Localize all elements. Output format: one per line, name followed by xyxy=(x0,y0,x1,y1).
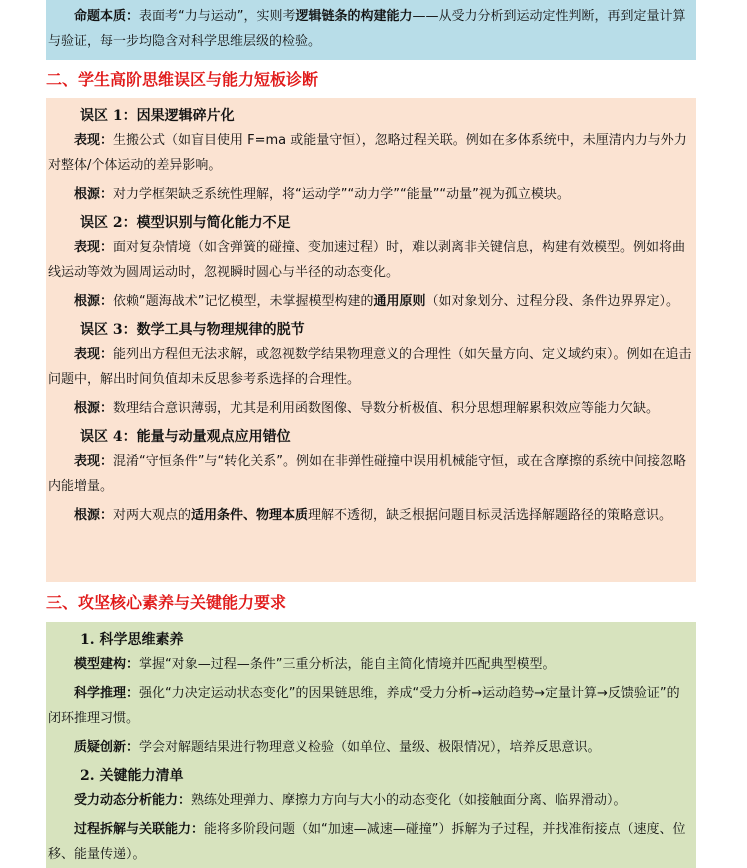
misconception-4-heading: 误区 4：能量与动量观点应用错位 xyxy=(80,429,291,445)
essence-text-2: ——从受力分析到运动定性判断，再到定量计算与验证，每一步均隐含对科学思维层级的检验。 xyxy=(48,9,686,49)
root-text: 数理结合意识薄弱，尤其是利用函数图像、导数分析极值、积分思想理解累积效应等能力欠缺。 xyxy=(113,401,660,416)
misconception-2-heading: 误区 2：模型识别与简化能力不足 xyxy=(80,215,291,231)
misconception-4-root xyxy=(48,503,692,528)
model-building-paragraph xyxy=(48,652,692,677)
misconception-2-performance xyxy=(48,235,692,285)
misconception-3-root xyxy=(48,396,692,421)
process-decomposition-text: 能将多阶段问题（如“加速—减速—碰撞”）拆解为子过程，并找准衔接点（速度、位移、能量传递）。 xyxy=(48,822,686,862)
essence-emphasis: 逻辑链条的构建能力 xyxy=(295,9,413,24)
root-text-2: （如对象划分、过程分段、条件边界界定）。 xyxy=(425,294,680,309)
scientific-thinking-heading: 1. 科学思维素养 xyxy=(80,632,184,648)
performance-text: 面对复杂情境（如含弹簧的碰撞、变加速过程）时，难以剥离非关键信息，构建有效模型。例如将曲线运动等效为圆周运动时，忽视瞬时圆心与半径的动态变化。 xyxy=(48,240,686,280)
questioning-innovation-paragraph xyxy=(48,735,692,760)
section2-title: 二、学生高阶思维误区与能力短板诊断 xyxy=(46,70,319,89)
key-abilities-heading: 2. 关键能力清单 xyxy=(80,768,184,784)
performance-text: 混淆“守恒条件”与“转化关系”。例如在非弹性碰撞中误用机械能守恒，或在含摩擦的系统中间接忽略内能增量。 xyxy=(48,454,686,494)
root-emphasis: 适用条件、物理本质 xyxy=(191,508,309,523)
root-label: 根源： xyxy=(74,294,114,309)
performance-label: 表现： xyxy=(74,240,114,255)
process-decomposition-paragraph xyxy=(48,817,692,867)
essence-label: 命题本质： xyxy=(74,9,140,24)
root-label: 根源： xyxy=(74,187,114,202)
model-building-text: 掌握“对象—过程—条件”三重分析法，能自主简化情境并匹配典型模型。 xyxy=(139,657,556,672)
misconception-2-root xyxy=(48,289,692,314)
misconception-1-heading: 误区 1：因果逻辑碎片化 xyxy=(80,108,235,124)
misconception-3-performance xyxy=(48,342,692,392)
questioning-innovation-label: 质疑创新： xyxy=(74,740,140,755)
performance-label: 表现： xyxy=(74,133,114,148)
root-emphasis: 通用原则 xyxy=(373,294,426,309)
force-analysis-text: 熟练处理弹力、摩擦力方向与大小的动态变化（如接触面分离、临界滑动）。 xyxy=(191,793,627,808)
essence-text-1: 表面考“力与运动”，实则考 xyxy=(139,9,296,24)
root-text-1: 依赖“题海战术”记忆模型，未掌握模型构建的 xyxy=(113,294,374,309)
root-text-1: 对两大观点的 xyxy=(113,508,192,523)
force-analysis-paragraph xyxy=(48,788,692,813)
force-analysis-label: 受力动态分析能力： xyxy=(74,793,192,808)
model-building-label: 模型建构： xyxy=(74,657,140,672)
proposition-essence-box xyxy=(46,0,696,60)
misconception-3-heading: 误区 3：数学工具与物理规律的脱节 xyxy=(80,322,305,338)
performance-label: 表现： xyxy=(74,454,114,469)
performance-text: 能列出方程但无法求解，或忽视数学结果物理意义的合理性（如矢量方向、定义域约束）。例如在追击问题中，解出时间负值却未反思参考系选择的合理性。 xyxy=(48,347,692,387)
performance-label: 表现： xyxy=(74,347,114,362)
root-text-2: 理解不透彻，缺乏根据问题目标灵活选择解题路径的策略意识。 xyxy=(308,508,673,523)
misconception-4-performance xyxy=(48,449,692,499)
questioning-innovation-text: 学会对解题结果进行物理意义检验（如单位、量级、极限情况），培养反思意识。 xyxy=(139,740,601,755)
scientific-reasoning-paragraph xyxy=(48,681,692,731)
root-text: 对力学框架缺乏系统性理解，将“运动学”“动力学”“能量”“动量”视为孤立模块。 xyxy=(113,187,570,202)
misconception-1-performance xyxy=(48,128,692,178)
root-label: 根源： xyxy=(74,508,114,523)
scientific-reasoning-label: 科学推理： xyxy=(74,686,140,701)
process-decomposition-label: 过程拆解与关联能力： xyxy=(74,822,205,837)
proposition-essence-paragraph xyxy=(48,4,692,54)
scientific-reasoning-text: 强化“力决定运动状态变化”的因果链思维，养成“受力分析→运动趋势→定量计算→反馈验证”的闭环推理习惯。 xyxy=(48,686,680,726)
misconception-1-root xyxy=(48,182,692,207)
section3-title: 三、攻坚核心素养与关键能力要求 xyxy=(46,593,287,612)
root-label: 根源： xyxy=(74,401,114,416)
core-literacy-box xyxy=(46,622,696,868)
misconception-box xyxy=(46,98,696,582)
performance-text: 生搬公式（如盲目使用 F=ma 或能量守恒），忽略过程关联。例如在多体系统中，未厘清内力与外力对整体/个体运动的差异影响。 xyxy=(48,133,687,173)
